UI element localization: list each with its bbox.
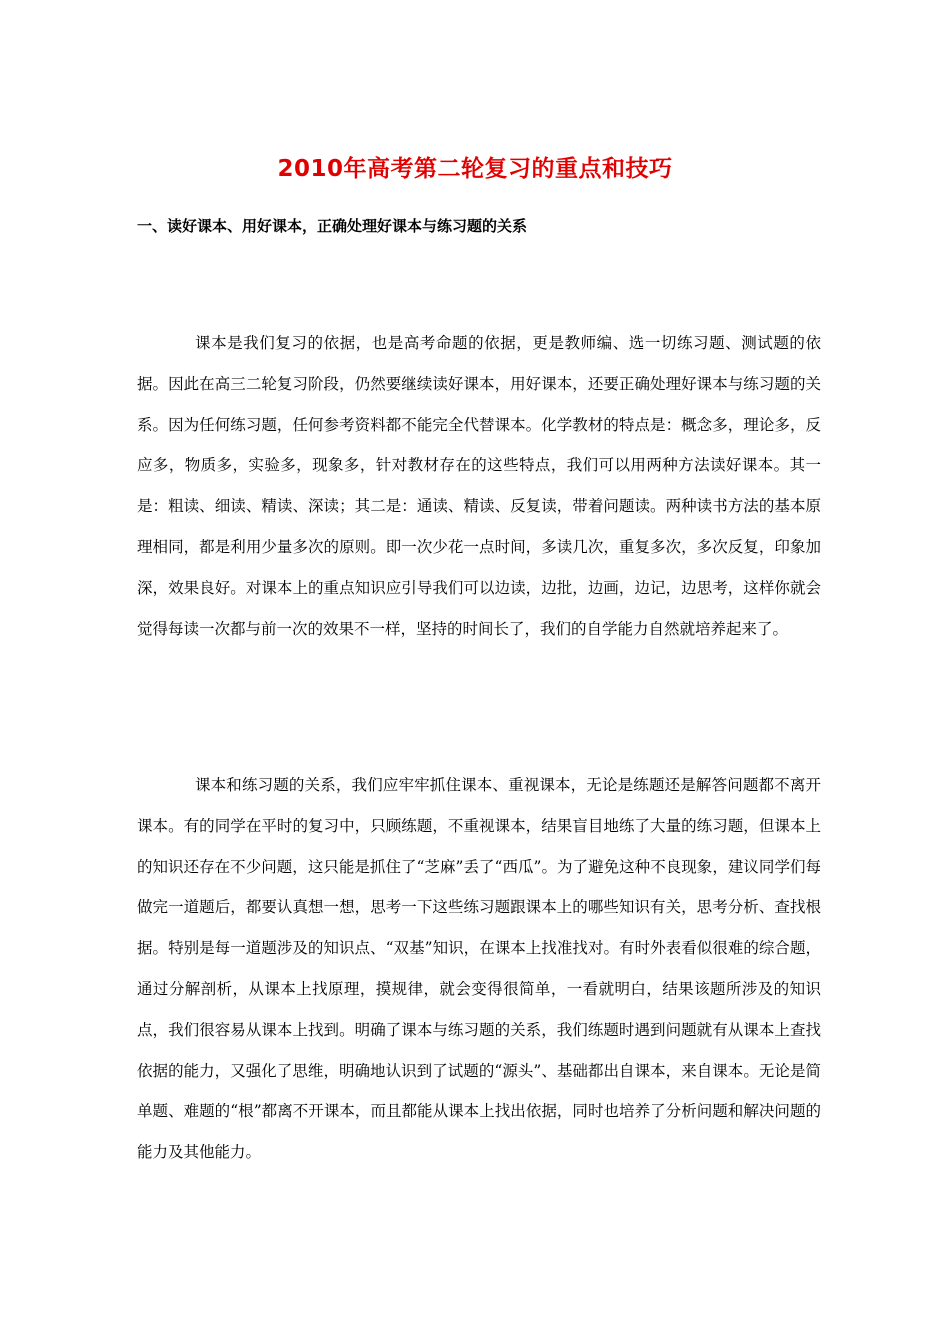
- section-heading: 一、读好课本、用好课本，正确处理好课本与练习题的关系: [137, 217, 528, 235]
- document-title: 2010年高考第二轮复习的重点和技巧: [277, 156, 673, 182]
- paragraph-2: 课本和练习题的关系，我们应牢牢抓住课本、重视课本，无论是练题还是解答问题都不离开课本。有的同学在平时的复习中，只顾练题，不重视课本，结果盲目地练了大量的练习题，但课本上的知识还存在不少问题，这只能是抓住了“芝麻”丢了“西瓜”。为了避免这种不良现象，建议同学们每做完一道题后，都要认真想一想，思考一下这些练习题跟课本上的哪些知识有关，思考分析、查找根据。特别是每一道题涉及的知识点、“双基”知识，在课本上找准找对。有时外表看似很难的综合题，通过分解剖析，从课本上找原理，摸规律，就会变得很简单，一看就明白，结果该题所涉及的知识点，我们很容易从课本上找到。明确了课本与练习题的关系，我们练题时遇到问题就有从课本上查找依据的能力，又强化了思维，明确地认识到了试题的“源头”、基础都出自课本，来自课本。无论是简单题、难题的“根”都离不开课本，而且都能从课本上找出依据，同时也培养了分析问题和解决问题的能力及其他能力。: [137, 776, 821, 1162]
- paragraph-1: 课本是我们复习的依据，也是高考命题的依据，更是教师编、选一切练习题、测试题的依据。因此在高三二轮复习阶段，仍然要继续读好课本，用好课本，还要正确处理好课本与练习题的关系。因为任何练习题，任何参考资料都不能完全代替课本。化学教材的特点是：概念多，理论多，反应多，物质多，实验多，现象多，针对教材存在的这些特点，我们可以用两种方法读好课本。其一是：粗读、细读、精读、深读；其二是：通读、精读、反复读，带着问题读。两种读书方法的基本原理相同，都是利用少量多次的原则。即一次少花一点时间，多读几次，重复多次，多次反复，印象加深，效果良好。对课本上的重点知识应引导我们可以边读，边批，边画，边记，边思考，这样你就会觉得每读一次都与前一次的效果不一样，坚持的时间长了，我们的自学能力自然就培养起来了。: [137, 334, 821, 638]
